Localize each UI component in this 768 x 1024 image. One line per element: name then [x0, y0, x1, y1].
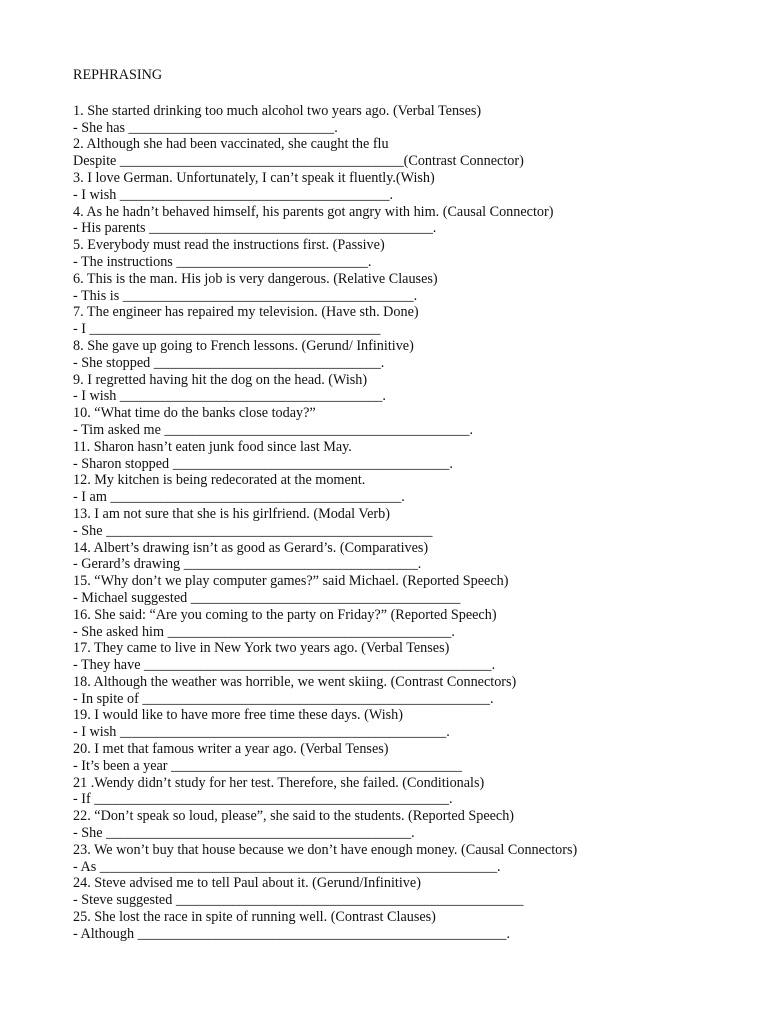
exercise-line: 1. She started drinking too much alcohol two years ago. (Verbal Tenses) [73, 102, 482, 119]
answer-line: - In spite of _________________________________________________. [73, 690, 494, 707]
answer-line: - His parents ________________________________________. [73, 220, 437, 237]
exercise-line: 25. She lost the race in spite of running well. (Contrast Clauses) [73, 909, 436, 926]
answer-line: - She stopped ________________________________. [73, 354, 385, 371]
answer-line: Despite ________________________________________(Contrast Connector) [73, 153, 524, 170]
exercise-line: 3. I love German. Unfortunately, I can’t speak it fluently.(Wish) [73, 169, 435, 186]
answer-line: - As ________________________________________________________. [73, 858, 501, 875]
answer-line: - She ___________________________________________. [73, 825, 415, 842]
exercise-line: 6. This is the man. His job is very dangerous. (Relative Clauses) [73, 270, 438, 287]
exercise-line: 5. Everybody must read the instructions first. (Passive) [73, 237, 385, 254]
exercise-line: 14. Albert’s drawing isn’t as good as Gerard’s. (Comparatives) [73, 539, 429, 556]
exercise-line: 19. I would like to have more free time these days. (Wish) [73, 707, 403, 724]
answer-line: - I wish ______________________________________. [73, 186, 394, 203]
exercise-line: 10. “What time do the banks close today?” [73, 405, 316, 422]
exercise-line: 22. “Don’t speak so loud, please”, she said to the students. (Reported Speech) [73, 808, 515, 825]
answer-line: - Tim asked me ___________________________________________. [73, 421, 474, 438]
exercise-line: 21 .Wendy didn’t study for her test. Therefore, she failed. (Conditionals) [73, 774, 485, 791]
answer-line: - She has _____________________________. [73, 119, 338, 136]
exercise-line: 23. We won’t buy that house because we don’t have enough money. (Causal Connectors) [73, 841, 578, 858]
answer-line: - This is _________________________________________. [73, 287, 418, 304]
exercise-line: 9. I regretted having hit the dog on the head. (Wish) [73, 371, 368, 388]
exercise-line: 16. She said: “Are you coming to the party on Friday?” (Reported Speech) [73, 606, 497, 623]
answer-line: - Sharon stopped _______________________________________. [73, 455, 453, 472]
exercise-line: 24. Steve advised me to tell Paul about it. (Gerund/Infinitive) [73, 875, 421, 892]
exercise-line: 17. They came to live in New York two years ago. (Verbal Tenses) [73, 640, 450, 657]
answer-line: - I am _________________________________________. [73, 489, 405, 506]
answer-line: - It’s been a year _________________________________________ [73, 757, 462, 774]
answer-line: - She ______________________________________________ [73, 522, 433, 539]
answer-line: - Michael suggested ______________________________________ [73, 589, 461, 606]
answer-line: - She asked him ________________________________________. [73, 623, 455, 640]
answer-line: - Steve suggested _________________________________________________ [73, 892, 524, 909]
exercise-line: 11. Sharon hasn’t eaten junk food since last May. [73, 438, 352, 455]
exercise-line: 8. She gave up going to French lessons. (Gerund/ Infinitive) [73, 337, 414, 354]
exercise-line: 4. As he hadn’t behaved himself, his parents got angry with him. (Causal Connector) [73, 203, 554, 220]
exercise-line: 13. I am not sure that she is his girlfriend. (Modal Verb) [73, 505, 390, 522]
answer-line: - I wish _____________________________________. [73, 388, 386, 405]
answer-line: - I _________________________________________ [73, 321, 381, 338]
exercise-line: 2. Although she had been vaccinated, she caught the flu [73, 136, 389, 153]
exercise-line: 12. My kitchen is being redecorated at the moment. [73, 472, 366, 489]
answer-line: - The instructions ___________________________. [73, 253, 372, 270]
exercise-line: 18. Although the weather was horrible, we went skiing. (Contrast Connectors) [73, 673, 517, 690]
answer-line: - I wish ______________________________________________. [73, 724, 450, 741]
answer-line: - Gerard’s drawing _________________________________. [73, 556, 422, 573]
exercise-line: 15. “Why don’t we play computer games?” said Michael. (Reported Speech) [73, 573, 509, 590]
answer-line: - If __________________________________________________. [73, 791, 453, 808]
worksheet-page [73, 67, 693, 943]
exercise-line: 20. I met that famous writer a year ago. (Verbal Tenses) [73, 741, 389, 758]
exercise-line: 7. The engineer has repaired my television. (Have sth. Done) [73, 304, 419, 321]
answer-line: - Although ____________________________________________________. [73, 925, 511, 942]
worksheet-title: REPHRASING [73, 67, 163, 83]
answer-line: - They have _________________________________________________. [73, 657, 496, 674]
